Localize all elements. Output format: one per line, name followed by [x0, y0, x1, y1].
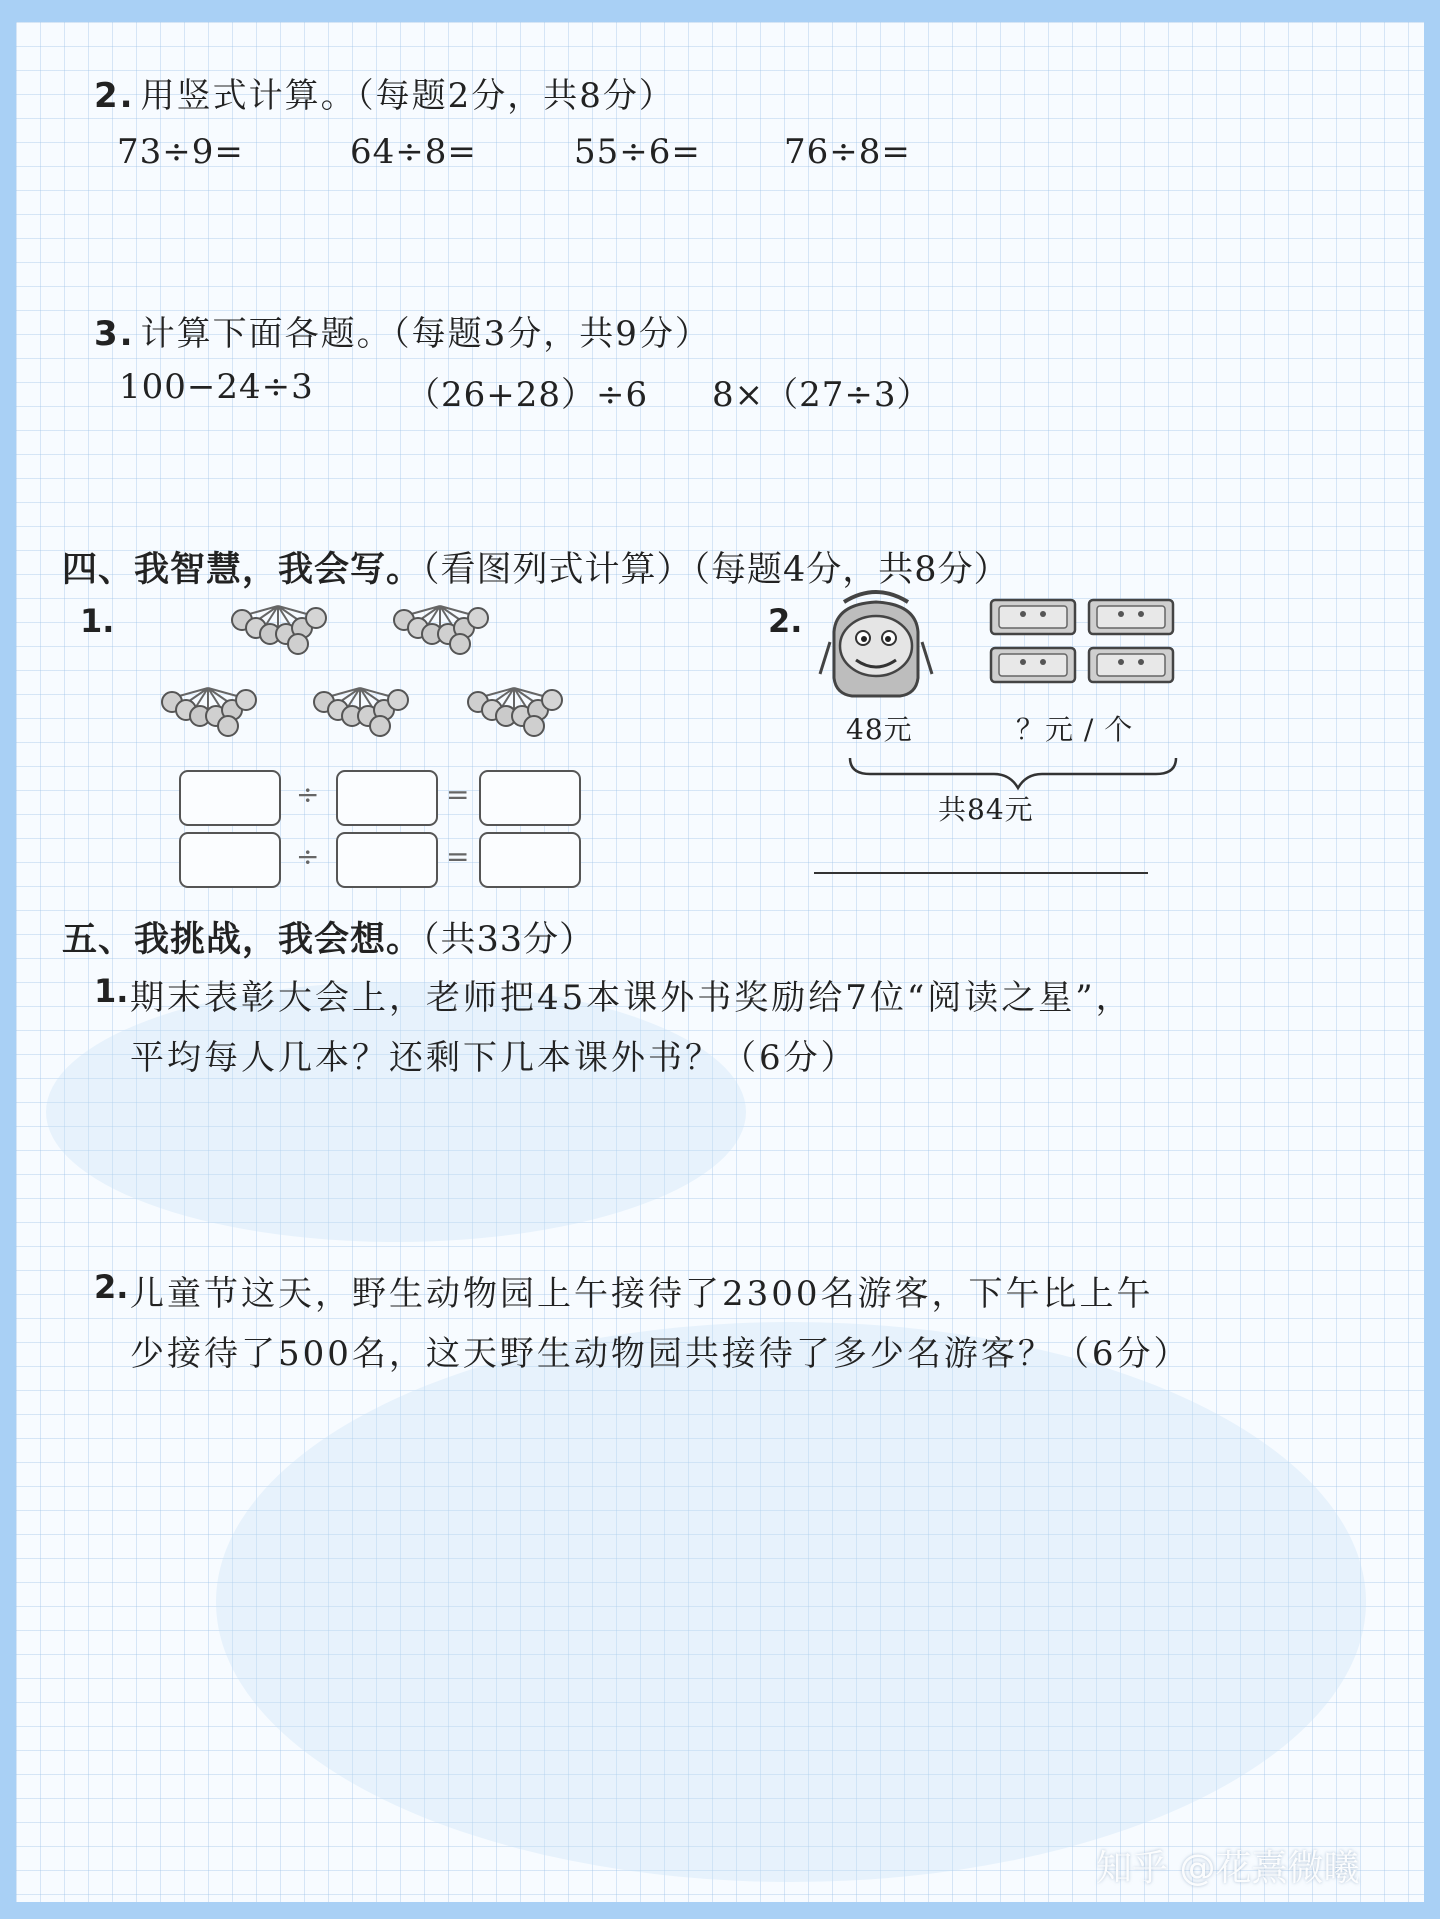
pencil-box-price-label: ？元 / 个	[1016, 713, 1134, 746]
answer-box[interactable]	[179, 832, 281, 888]
answer-box[interactable]	[479, 770, 581, 826]
section4-note: （看图列式计算）（每题4分，共8分）	[422, 550, 1010, 590]
q3-problem-1: 100−24÷3	[119, 367, 314, 407]
s5-p1-line1: 期末表彰大会上，老师把45本课外书奖励给7位“阅读之星”，	[130, 978, 1133, 1018]
s5-p2-line2: 少接待了500名，这天野生动物园共接待了多少名游客？（6分）	[130, 1334, 1191, 1374]
section5-note: （共33分）	[422, 920, 596, 960]
answer-box[interactable]	[179, 770, 281, 826]
s4-p2-answer-line[interactable]	[814, 872, 1148, 874]
cherry-cluster	[394, 606, 488, 654]
s5-p2-line1: 儿童节这天，野生动物园上午接待了2300名游客，下午比上午	[130, 1274, 1154, 1314]
section4-title: 四、我智慧，我会写。	[62, 550, 423, 590]
division-sign: ÷	[296, 840, 320, 873]
q2-number: 2.	[94, 76, 135, 116]
s5-p1-line2: 平均每人几本？还剩下几本课外书？（6分）	[130, 1038, 858, 1078]
q3-problem-2: （26+28）÷6	[406, 375, 649, 415]
q2-title: 用竖式计算。（每题2分，共8分）	[140, 76, 675, 116]
q2-problem-2: 64÷8=	[350, 132, 477, 172]
pencil-box-icon	[991, 648, 1075, 682]
q2-problem-3: 55÷6=	[574, 132, 701, 172]
cherry-cluster	[162, 688, 256, 736]
equals-sign: =	[446, 840, 470, 873]
total-price-label: 共84元	[938, 793, 1034, 826]
q2-problem-1: 73÷9=	[117, 132, 244, 172]
answer-box[interactable]	[336, 832, 438, 888]
zhihu-watermark: 知乎 @花熹微曦	[1096, 1848, 1360, 1889]
cherry-cluster	[314, 688, 408, 736]
q2-problem-4: 76÷8=	[784, 132, 911, 172]
backpack-icon	[820, 592, 932, 696]
s5-p1-number: 1.	[94, 972, 129, 1010]
section5-title: 五、我挑战，我会想。	[62, 920, 423, 960]
s4-p1-number: 1.	[80, 602, 115, 640]
answer-box[interactable]	[336, 770, 438, 826]
q3-number: 3.	[94, 314, 135, 354]
brace-bracket	[850, 758, 1176, 788]
answer-box[interactable]	[479, 832, 581, 888]
backpack-price-label: 48元	[846, 713, 913, 746]
division-sign: ÷	[296, 778, 320, 811]
q3-problem-3: 8×（27÷3）	[712, 375, 932, 415]
q3-title: 计算下面各题。（每题3分，共9分）	[140, 314, 711, 354]
section5-heading	[62, 912, 595, 962]
cherry-cluster	[232, 606, 326, 654]
equals-sign: =	[446, 778, 470, 811]
pencil-box-icon	[1089, 648, 1173, 682]
s5-p2-number: 2.	[94, 1268, 129, 1306]
worksheet-page	[16, 22, 1424, 1902]
cherry-cluster	[468, 688, 562, 736]
background-watermark-shape	[216, 1322, 1366, 1882]
pencil-box-icon	[991, 600, 1075, 634]
pencil-box-icon	[1089, 600, 1173, 634]
s4-p2-number: 2.	[768, 602, 803, 640]
